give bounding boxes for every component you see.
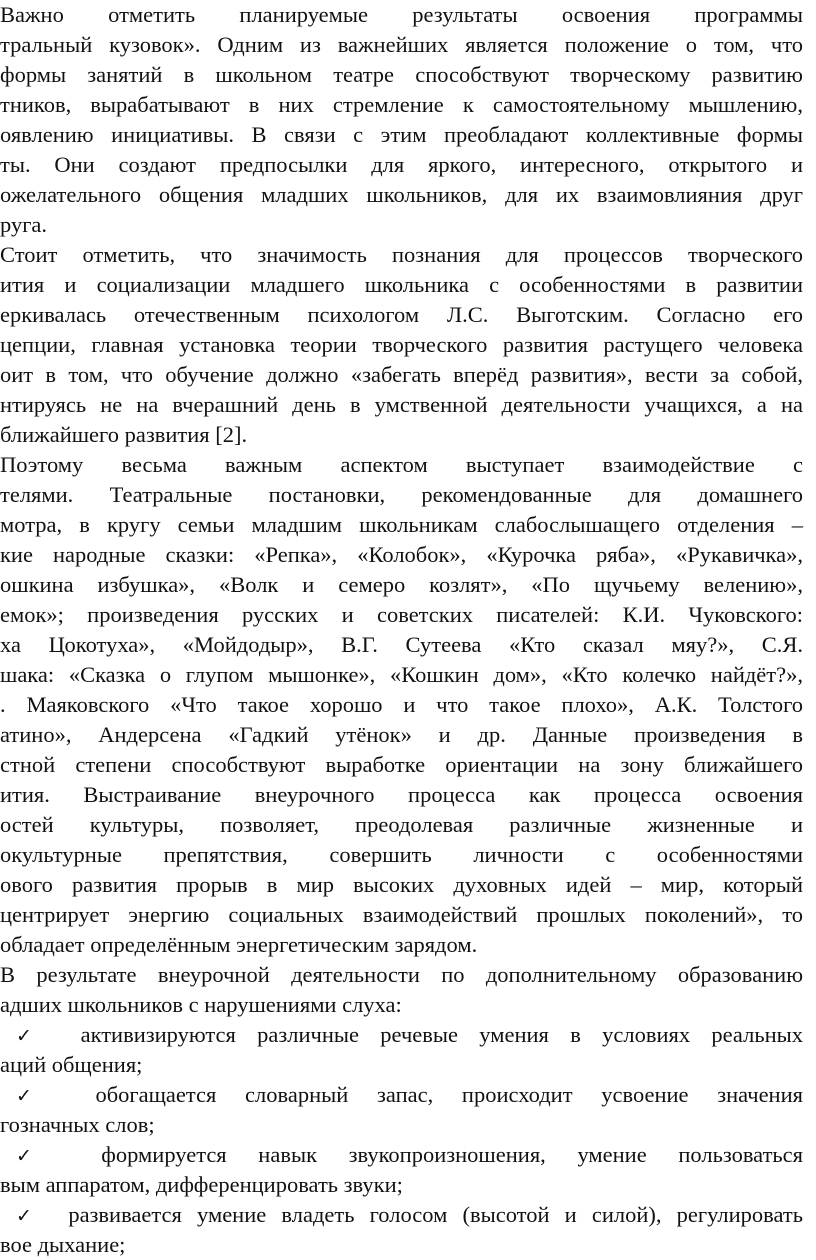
text-line: тников, вырабатывают в них стремление к самостоятельному мышлению,	[0, 92, 803, 117]
checkmark-icon: ✓	[16, 1205, 32, 1227]
text-line: ближайшего развития [2].	[0, 422, 248, 447]
text-line: ития и социализации младшего школьника с особенностями в развитии	[0, 272, 803, 297]
text-line: ового развития прорыв в мир высоких духовных идей – мир, который	[0, 872, 803, 897]
checkmark-icon: ✓	[16, 1145, 32, 1167]
text-line: тральный кузовок». Одним из важнейших является положение о том, что	[0, 32, 803, 57]
text-line: еркивалась отечественным психологом Л.С. Выготским. Согласно его	[0, 302, 803, 327]
checklist-item	[16, 1080, 803, 1110]
text-line: мотра, в кругу семьи младшим школьникам слабослышащего отделения –	[0, 512, 803, 537]
checklist-item	[16, 1200, 803, 1230]
text-line: адших школьников с нарушениями слуха:	[0, 992, 402, 1017]
text-line: формы занятий в школьном театре способствуют творческому развитию	[0, 62, 803, 87]
text-line: обладает определённым энергетическим зарядом.	[0, 932, 478, 957]
text-line: . Маяковского «Что такое хорошо и что такое плохо», А.К. Толстого	[0, 692, 803, 717]
text-line: Поэтому весьма важным аспектом выступает взаимодействие с	[0, 452, 803, 477]
checklist-item-text: развивается умение владеть голосом (высотой и силой), регулировать	[68, 1202, 803, 1227]
text-line: аций общения;	[0, 1052, 143, 1077]
text-line: атино», Андерсена «Гадкий утёнок» и др. Данные произведения в	[0, 722, 803, 747]
text-line: шака: «Сказка о глупом мышонке», «Кошкин дом», «Кто колечко найдёт?»,	[0, 662, 803, 687]
text-line: ха Цокотуха», «Мойдодыр», В.Г. Сутеева «Кто сказал мяу?», С.Я.	[0, 632, 803, 657]
text-line: ты. Они создают предпосылки для яркого, интересного, открытого и	[0, 152, 803, 177]
text-line: ошкина избушка», «Волк и семеро козлят», «По щучьему велению»,	[0, 572, 803, 597]
text-line: центрирует энергию социальных взаимодействий прошлых поколений», то	[0, 902, 803, 927]
text-line: руга.	[0, 212, 48, 237]
text-line: оит в том, что обучение должно «забегать вперёд развития», вести за собой,	[0, 362, 803, 387]
text-line: стной степени способствуют выработке ориентации на зону ближайшего	[0, 752, 803, 777]
checklist-item-text: обогащается словарный запас, происходит усвоение значения	[95, 1082, 803, 1107]
checklist-item	[16, 1140, 803, 1170]
text-line: нтируясь не на вчерашний день в умственной деятельности учащихся, а на	[0, 392, 803, 417]
checkmark-icon: ✓	[16, 1085, 32, 1107]
checklist-item	[16, 1020, 803, 1050]
text-line: Важно отметить планируемые результаты освоения программы	[0, 2, 803, 27]
text-line: гозначных слов;	[0, 1112, 155, 1137]
text-line: емок»; произведения русских и советских писателей: К.И. Чуковского:	[0, 602, 803, 627]
text-line: вым аппаратом, дифференцировать звуки;	[0, 1172, 403, 1197]
checklist-item-text: активизируются различные речевые умения в условиях реальных	[80, 1022, 803, 1047]
checkmark-icon: ✓	[16, 1025, 32, 1047]
text-line: цепции, главная установка теории творческого развития растущего человека	[0, 332, 803, 357]
text-line: кие народные сказки: «Репка», «Колобок», «Курочка ряба», «Рукавичка»,	[0, 542, 803, 567]
text-line: телями. Театральные постановки, рекомендованные для домашнего	[0, 482, 803, 507]
text-line: оявлению инициативы. В связи с этим преобладают коллективные формы	[0, 122, 803, 147]
text-line: ития. Выстраивание внеурочного процесса как процесса освоения	[0, 782, 803, 807]
text-line: остей культуры, позволяет, преодолевая различные жизненные и	[0, 812, 803, 837]
text-line: окультурные препятствия, совершить личности с особенностями	[0, 842, 803, 867]
text-line: ожелательного общения младших школьников, для их взаимовлияния друг	[0, 182, 803, 207]
text-line: Стоит отметить, что значимость познания для процессов творческого	[0, 242, 803, 267]
text-line: вое дыхание;	[0, 1232, 126, 1257]
text-line: В результате внеурочной деятельности по дополнительному образованию	[0, 962, 803, 987]
checklist-item-text: формируется навык звукопроизношения, умение пользоваться	[101, 1142, 803, 1167]
